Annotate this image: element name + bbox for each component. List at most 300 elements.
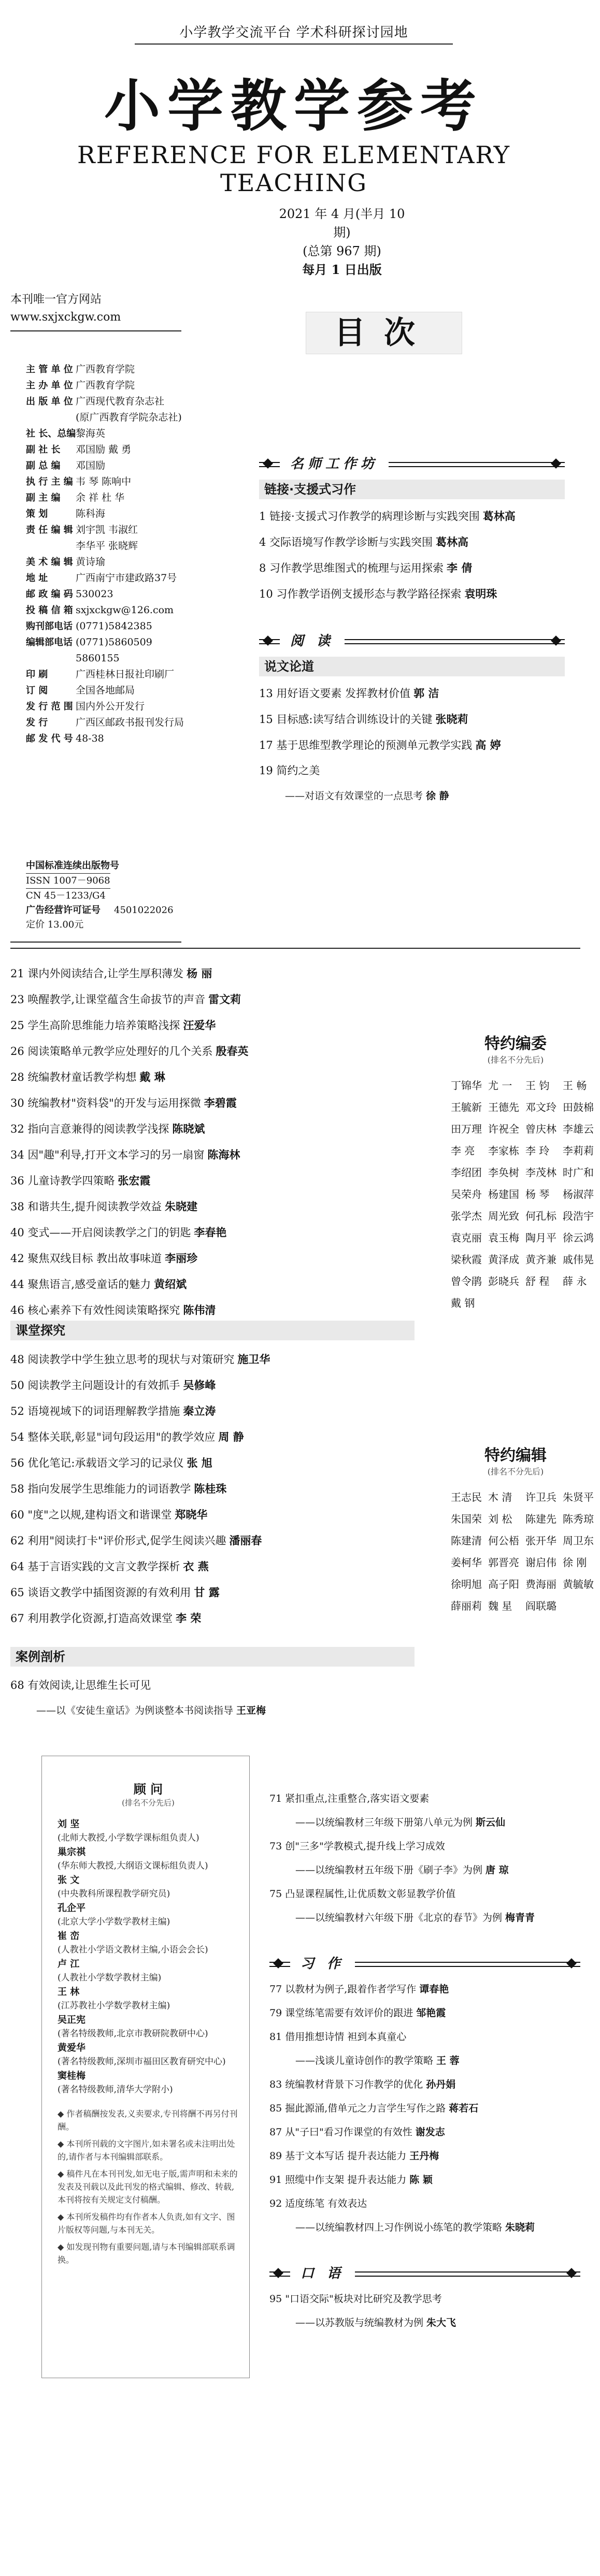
toc-entry-title: 60 "度"之以规,建构语文和谐课堂: [10, 1509, 172, 1521]
toc-entry-author: 李 荣: [176, 1612, 202, 1625]
toc-entry-author: 周 静: [218, 1430, 244, 1443]
info-value: 国内外公开发行: [76, 701, 145, 712]
toc-entry[interactable]: [259, 681, 565, 706]
info-key: 发 行 范 围: [26, 701, 73, 712]
toc-entry-title: 73 创"三多"学教模式,提升线上学习成效: [269, 1841, 445, 1852]
editor-name: 王毓新: [451, 1101, 482, 1113]
editor-name: 徐 刚: [563, 1556, 587, 1569]
issue-line: (总第 967 期): [303, 244, 381, 258]
toc-entry[interactable]: [10, 1476, 415, 1502]
info-key: 美 术 编 辑: [26, 557, 73, 568]
toc-entry[interactable]: [259, 581, 565, 607]
info-value: 广西教育学院: [76, 380, 135, 391]
notice-text: ◆ 作者稿酬按发表,义卖要求,专刊将酬不再另付刊酬。: [58, 2109, 238, 2132]
toc-entry-author: 甘 露: [194, 1586, 220, 1599]
toc-entry-author: 秦立涛: [183, 1405, 216, 1417]
toc-entry[interactable]: [269, 2001, 580, 2025]
toc-entry[interactable]: [269, 2168, 580, 2192]
toc-entry[interactable]: [10, 1116, 415, 1142]
info-key: 编辑部电话: [26, 637, 73, 648]
toc-section: [259, 633, 565, 809]
toc-entry-title: 19 简约之美: [259, 764, 320, 777]
toc-classroom: [10, 1321, 415, 1631]
notice-text: ◆ 本刊所发稿件均有作者本人负责,如有文字、图片版权等问题,与本刊无关。: [58, 2212, 235, 2235]
editor-name: 黄泽成: [488, 1253, 519, 1266]
issn: ISSN 1007－9068: [26, 873, 110, 889]
editor-name: 李茂林: [525, 1166, 556, 1179]
toc-entry-author: 王 蓉: [436, 2055, 460, 2066]
info-row: [26, 474, 187, 490]
info-value: 余 祥 杜 华: [76, 492, 125, 503]
editor-name: 木 清: [488, 1491, 512, 1503]
toc-entry-author: 张 旭: [187, 1456, 212, 1469]
toc-entry[interactable]: [259, 529, 565, 555]
toc-entry[interactable]: [10, 961, 415, 987]
info-key: [26, 410, 76, 426]
editor-name: 袁玉梅: [488, 1232, 519, 1244]
toc-entry-author: 王亚梅: [236, 1705, 266, 1716]
journal-title-en: REFERENCE FOR ELEMENTARY TEACHING: [77, 141, 511, 197]
toc-entry[interactable]: [269, 2287, 580, 2311]
toc-entry-author: 雷文莉: [208, 993, 241, 1006]
toc-entry[interactable]: [10, 1142, 415, 1168]
toc-entry[interactable]: [10, 1271, 415, 1297]
toc-entry-author: 谭春艳: [419, 1984, 449, 1995]
editor-name: 费海丽: [525, 1578, 556, 1590]
info-value: 刘宇凯 韦淑红: [76, 524, 138, 536]
toc-entry-title: 25 学生高阶思维能力培养策略浅探: [10, 1019, 180, 1032]
adviser-title: (人教社小学语文教材主编,小语会会长): [58, 1945, 208, 1955]
toc-entry-author: 蒋若石: [449, 2103, 479, 2114]
editor-name: 杨建国: [488, 1188, 519, 1200]
toc-entry-title: ——以苏教版与统编教材为例: [295, 2317, 424, 2328]
banner-label: 口 语: [290, 2265, 355, 2282]
toc-entry[interactable]: [269, 1977, 580, 2001]
official-site-url[interactable]: www.sxjxckgw.com: [10, 311, 121, 324]
info-value: 陈科海: [76, 508, 106, 519]
toc-entry[interactable]: [269, 2096, 580, 2120]
toc-entry-author: 陈晓斌: [172, 1122, 205, 1135]
adviser-title: (人教社小学数学教材主编): [58, 1973, 162, 1983]
info-row: [26, 361, 187, 378]
toc-entry[interactable]: [10, 1220, 415, 1246]
info-value: 全国各地邮局: [76, 685, 135, 696]
editor-name: 梁秋霞: [451, 1253, 482, 1266]
editor-name: 阎联璐: [525, 1600, 556, 1612]
toc-entry-title: 23 唤醒教学,让课堂蕴含生命拔节的声音: [10, 993, 206, 1006]
toc-entry-author: 朱晓莉: [505, 2222, 535, 2233]
special-editors-2-title: 特约编辑: [484, 1446, 547, 1465]
toc-entry-title: 89 基于文本写话 提升表达能力: [269, 2150, 407, 2162]
special-editors-title: 特约编委: [484, 1035, 547, 1053]
toc-entry-title: 95 "口语交际"板块对比研究及教学思考: [269, 2293, 442, 2305]
info-row: [26, 602, 187, 618]
toc-entry[interactable]: [269, 1811, 580, 1834]
info-value: 48-38: [76, 733, 104, 744]
info-key: 社 长、总编: [26, 428, 76, 439]
toc-entry[interactable]: [10, 1502, 415, 1528]
info-row: [26, 490, 187, 506]
editor-name: 朱贤平: [563, 1491, 594, 1503]
info-value: 广西教育学院: [76, 364, 135, 375]
toc-entry-title: 58 指向发展学生思维能力的词语教学: [10, 1483, 191, 1495]
editor-name: 高子阳: [488, 1578, 519, 1590]
editor-name: 李绍团: [451, 1166, 482, 1179]
info-value: (原广西教育学院杂志社): [76, 412, 182, 423]
info-key: [26, 538, 76, 554]
editor-name: 黄毓敏: [563, 1578, 594, 1590]
toc-entry-title: 77 以教材为例子,跟着作者学写作: [269, 1984, 417, 1995]
toc-entry-title: 71 紧扣重点,注重整合,落实语文要素: [269, 1793, 430, 1804]
editor-name: 李奂树: [488, 1166, 519, 1179]
issue-info: [275, 205, 409, 279]
toc-entry-title: 10 习作教学语例支援形态与教学路径探索: [259, 588, 462, 600]
editor-name: 王 畅: [563, 1079, 587, 1092]
info-value: 黎海英: [76, 428, 106, 439]
toc-entry[interactable]: [269, 2144, 580, 2168]
editor-name: 谢启伟: [525, 1556, 556, 1569]
toc-entry[interactable]: [269, 2049, 580, 2073]
editor-name: 李 亮: [451, 1145, 475, 1157]
info-key: 执 行 主 编: [26, 476, 73, 487]
toc-entry[interactable]: [269, 2025, 580, 2049]
toc-entry-author: 李丽珍: [165, 1252, 198, 1265]
editor-name: 李莉莉: [563, 1145, 594, 1157]
info-value: (0771)5860509 5860155: [76, 636, 152, 664]
toc-entry-author: 高 婷: [475, 739, 501, 751]
toc-entry-title: 42 聚焦双线目标 教出故事味道: [10, 1252, 162, 1265]
toc-entry[interactable]: [259, 706, 565, 732]
toc-entry-title: 40 变式——开启阅读教学之门的钥匙: [10, 1226, 191, 1239]
toc-entry-title: 4 交际语境写作教学诊断与实践突围: [259, 536, 433, 548]
price: 定价 13.00元: [26, 919, 84, 930]
editor-name: 陈秀琼: [563, 1513, 594, 1525]
toc-section: [269, 1787, 580, 1930]
ad-license-label: 广告经营许可证号: [26, 905, 101, 916]
toc-entry-author: 孙丹娟: [426, 2079, 456, 2090]
adviser-name: 黄爱华: [58, 2043, 85, 2053]
toc-entry[interactable]: [269, 2192, 580, 2216]
toc-list: [269, 2287, 580, 2335]
toc-entry-title: 52 语境视域下的词语理解教学措施: [10, 1405, 180, 1417]
editor-name: 王志民: [451, 1491, 482, 1503]
toc-section: [259, 456, 565, 607]
toc-entry-author: 陈伟清: [183, 1304, 216, 1316]
issue-line: 每月 1 日出版: [302, 262, 382, 277]
info-row: [26, 667, 187, 683]
advisers-note: (排名不分先后): [122, 1798, 175, 1807]
editor-name: 姜柯华: [451, 1556, 482, 1569]
editor-name: 陈建先: [525, 1513, 556, 1525]
info-row: [26, 586, 187, 602]
section-divider: [10, 948, 580, 949]
toc-entry[interactable]: [10, 1038, 415, 1064]
issue-line: 2021 年 4 月(半月 10 期): [279, 207, 405, 240]
info-row: [26, 506, 187, 522]
editor-name: 许卫兵: [525, 1491, 556, 1503]
toc-entry[interactable]: [259, 503, 565, 529]
toc-heading: 目次: [306, 312, 462, 354]
toc-entry[interactable]: [10, 1673, 415, 1698]
toc-entry-title: 68 有效阅读,让思维生长可见: [10, 1679, 151, 1691]
toc-entry[interactable]: [10, 1246, 415, 1271]
info-value: 邓国励: [76, 460, 106, 471]
editor-name: 彭晓兵: [488, 1275, 519, 1287]
cn-number: CN 45－1233/G4: [26, 890, 106, 901]
toc-entry[interactable]: [10, 1012, 415, 1038]
info-key: 副 社 长: [26, 444, 61, 455]
toc-entry-title: 17 基于思维型教学理论的预测单元教学实践: [259, 739, 473, 751]
toc-entry[interactable]: [269, 1834, 580, 1858]
toc-entry[interactable]: [10, 1064, 415, 1090]
section-banner: [269, 1956, 580, 1972]
editor-name: 王 钧: [525, 1079, 550, 1092]
toc-entry-author: 陈桂珠: [194, 1482, 227, 1495]
toc-entry-author: 衣 燕: [183, 1560, 209, 1573]
toc-entry[interactable]: [10, 1605, 415, 1631]
toc-entry-title: 36 儿童诗教学四策略: [10, 1175, 115, 1187]
toc-entry[interactable]: [10, 1554, 415, 1580]
toc-entry[interactable]: [10, 987, 415, 1012]
info-key: 邮 政 编 码: [26, 589, 73, 600]
info-top-rule: [10, 330, 181, 331]
editor-name: 吴荣舟: [451, 1188, 482, 1200]
masthead-tagline: 小学教学交流平台 学术科研探讨园地: [179, 25, 408, 40]
info-key: 购刊部电话: [26, 621, 73, 632]
info-bottom-rule: [10, 942, 181, 943]
journal-title-cn: 小学教学参考: [104, 74, 483, 139]
toc-entry-author: 王丹梅: [409, 2150, 439, 2162]
toc-entry-title: 32 指向言意兼得的阅读教学浅探: [10, 1123, 169, 1135]
toc-entry-title: 8 习作教学思维图式的梳理与运用探索: [259, 562, 444, 574]
info-key: 主 办 单 位: [26, 380, 73, 391]
toc-entry-title: 30 统编教材"资料袋"的开发与运用探微: [10, 1097, 201, 1109]
adviser-name: 巢宗祺: [58, 1847, 85, 1858]
toc-entry-author: 殷春英: [216, 1045, 249, 1058]
editor-name: 田鼓棉: [563, 1101, 594, 1113]
toc-entry-author: 李春艳: [194, 1226, 227, 1239]
toc-entry-author: 郑晓华: [175, 1508, 208, 1521]
editor-name: 郭晋亮: [488, 1556, 519, 1569]
adviser-name: 吴正宪: [58, 2015, 85, 2025]
official-site: [10, 291, 121, 326]
toc-entry[interactable]: [269, 2120, 580, 2144]
adviser-title: (北京大学小学数学教材主编): [58, 1917, 170, 1927]
info-key: 投 稿 信 箱: [26, 605, 73, 616]
banner-label: 习 作: [290, 1956, 355, 1972]
toc-entry-title: 28 统编教材童话教学构想: [10, 1071, 137, 1083]
toc-entry-title: 54 整体关联,彰显"词句段运用"的教学效应: [10, 1431, 216, 1443]
toc-entry[interactable]: [269, 2311, 580, 2335]
info-row: [26, 394, 187, 410]
toc-entry-title: ——以《安徒生童话》为例谈整本书阅读指导: [36, 1705, 234, 1716]
toc-entry-title: 13 用好语文要素 发挥教材价值: [259, 687, 411, 700]
section-subhead: 链接·支援式习作: [259, 480, 565, 499]
editor-name: 薛丽莉: [451, 1600, 482, 1612]
editor-name: 段浩宇: [563, 1210, 594, 1222]
editor-name: 薛 永: [563, 1275, 587, 1287]
editor-name: 田万理: [451, 1123, 482, 1135]
adviser-title: (著名特级教师,清华大学附小): [58, 2085, 173, 2095]
toc-entry[interactable]: [269, 1858, 580, 1882]
editor-name: 周卫东: [563, 1535, 594, 1547]
banner-label: 阅 读: [280, 633, 345, 649]
info-value: 广西区邮政书报刊发行局: [76, 717, 184, 728]
section-banner: [269, 2265, 580, 2282]
toc-entry[interactable]: [10, 1090, 415, 1116]
toc-entry[interactable]: [259, 784, 565, 809]
toc-entry-title: 91 照缆中作支架 提升表达能力: [269, 2174, 407, 2186]
info-key: 出 版 单 位: [26, 396, 73, 407]
toc-entry-author: 潘丽春: [229, 1534, 262, 1547]
adviser-name: 孔企平: [58, 1903, 85, 1914]
toc-entry-title: 64 基于言语实践的文言文教学探析: [10, 1560, 180, 1573]
info-row: [26, 442, 187, 458]
toc-entry[interactable]: [269, 1787, 580, 1811]
toc-entry-author: 徐 静: [426, 790, 449, 802]
toc-entry-title: 34 因"趣"利导,打开文本学习的另一扇窗: [10, 1149, 205, 1161]
toc-entry-author: 斯云仙: [476, 1817, 506, 1828]
info-value: 李华平 张晓辉: [76, 540, 138, 552]
info-row: [26, 683, 187, 699]
toc-section: [269, 2265, 580, 2335]
adviser-title: (华东师大教授,大纲语文课标组负责人): [58, 1861, 208, 1871]
advisers-box: [41, 1756, 250, 2378]
toc-entry[interactable]: [269, 1906, 580, 1930]
info-key: 地 址: [26, 573, 48, 584]
toc-entry-author: 葛林高: [482, 510, 516, 523]
toc-entry[interactable]: [10, 1297, 415, 1323]
toc-entry-title: 50 阅读教学主问题设计的有效抓手: [10, 1379, 180, 1392]
info-row: [26, 699, 187, 715]
info-key: 副 主 编: [26, 493, 61, 503]
editor-name: 陈建清: [451, 1535, 482, 1547]
adviser-name: 崔 峦: [58, 1931, 80, 1942]
toc-entry-author: 汪爱华: [183, 1019, 216, 1032]
toc-entry-title: ——浅谈儿童诗创作的教学策略: [295, 2055, 434, 2066]
toc-entry-title: 85 掘此源涌,借单元之力言学生写作之路: [269, 2103, 446, 2114]
toc-entry-title: ——以统编教材六年级下册《北京的春节》为例: [295, 1912, 503, 1923]
toc-list: [269, 1977, 580, 2239]
toc-entry[interactable]: [10, 1398, 415, 1424]
issn-label: 中国标准连续出版物号: [26, 860, 119, 871]
adviser-name: 张 文: [58, 1875, 80, 1886]
info-row: [26, 458, 187, 474]
toc-entry[interactable]: [259, 732, 565, 758]
adviser-name: 窦桂梅: [58, 2071, 85, 2081]
toc-entry[interactable]: [10, 1698, 415, 1724]
editor-name: 张学杰: [451, 1210, 482, 1222]
special-editors-2: [451, 1442, 594, 1616]
toc-entry-title: ——以统编教材四上习作例说小练笔的教学策略: [295, 2222, 503, 2233]
toc-entry[interactable]: [269, 1882, 580, 1906]
info-row: [26, 634, 187, 667]
toc-entry-author: 黄绍斌: [154, 1278, 187, 1291]
editor-name: 邓文玲: [525, 1101, 556, 1113]
info-row: [26, 538, 187, 554]
editor-name: 李 玲: [525, 1145, 550, 1157]
section-subhead: 课堂探究: [10, 1321, 415, 1340]
toc-case: [10, 1647, 415, 1724]
toc-list: [259, 503, 565, 607]
editor-name: 黄齐兼: [525, 1253, 556, 1266]
editor-name: 尤 一: [488, 1079, 512, 1092]
toc-entry-title: 44 聚焦语言,感受童话的魅力: [10, 1278, 151, 1291]
editor-name: 刘 松: [488, 1513, 512, 1525]
info-row: [26, 410, 187, 426]
info-key: 策 划: [26, 509, 48, 519]
info-row: [26, 731, 187, 747]
section-subhead: 说文论道: [259, 657, 565, 676]
toc-entry[interactable]: [269, 2216, 580, 2239]
toc-entry-title: 15 目标感:读写结合训练设计的关键: [259, 713, 433, 726]
info-value: (0771)5842385: [76, 620, 152, 632]
info-value: 530023: [76, 588, 113, 600]
toc-entry-title: 62 利用"阅读打卡"评价形式,促学生阅读兴趣: [10, 1535, 226, 1547]
info-row: [26, 618, 187, 634]
adviser-title: (中央教科所课程教学研究员): [58, 1889, 170, 1899]
adviser-title: (北师大教授,小学数学课标组负责人): [58, 1833, 199, 1843]
editor-name: 李家栋: [488, 1145, 519, 1157]
toc-right-bottom: [269, 1782, 580, 2361]
editor-name: 魏 星: [488, 1600, 512, 1612]
toc-entry[interactable]: [10, 1168, 415, 1194]
toc-entry-author: 梅青青: [505, 1912, 535, 1923]
special-editors-2-note: (排名不分先后): [487, 1467, 544, 1477]
toc-entry-title: 67 利用教学化资源,打造高效课堂: [10, 1612, 173, 1625]
toc-entry[interactable]: [10, 1372, 415, 1398]
toc-entry-title: ——对语文有效课堂的一点思考: [285, 790, 423, 802]
toc-entry[interactable]: [10, 1424, 415, 1450]
toc-entry-title: 21 课内外阅读结合,让学生厚积薄发: [10, 967, 184, 980]
editor-name: 王德先: [488, 1101, 519, 1113]
toc-entry[interactable]: [259, 555, 565, 581]
info-value: 广西桂林日报社印刷厂: [76, 669, 175, 680]
toc-entry[interactable]: [259, 758, 565, 784]
editor-name: 戚伟晃: [563, 1253, 594, 1266]
editor-name: 曾庆林: [525, 1123, 556, 1135]
toc-entry-author: 李碧霞: [204, 1096, 237, 1109]
info-row: [26, 554, 187, 570]
toc-entry[interactable]: [10, 1580, 415, 1605]
toc-entry[interactable]: [10, 1450, 415, 1476]
toc-entry-author: 袁明珠: [464, 587, 497, 600]
toc-entry-author: 郭 洁: [413, 687, 439, 700]
advisers-title: 顾 问: [133, 1782, 163, 1797]
toc-entry[interactable]: [10, 1528, 415, 1554]
toc-entry[interactable]: [10, 1194, 415, 1220]
toc-entry[interactable]: [269, 2073, 580, 2096]
toc-entry[interactable]: [10, 1347, 415, 1372]
editor-name: 何公梧: [488, 1535, 519, 1547]
editor-name: 何孔标: [525, 1210, 556, 1222]
editor-name: 杨 琴: [525, 1188, 550, 1200]
editor-name: 曾令鹃: [451, 1275, 482, 1287]
editor-name: 张开华: [525, 1535, 556, 1547]
editor-name: 徐明旭: [451, 1578, 482, 1590]
notice-text: ◆ 如发现刊物有重要问题,请与本刊编辑部联系调换。: [58, 2242, 235, 2265]
toc-list: [269, 1787, 580, 1930]
notice-text: ◆ 本刊所刊载的文字图片,如未署名或未注明出处的,请作者与本刊编辑部联系。: [58, 2139, 235, 2162]
toc-entry-title: 46 核心素养下有效性阅读策略探究: [10, 1304, 180, 1316]
info-value: sxjxckgw@126.com: [76, 604, 174, 616]
toc-section: [269, 1956, 580, 2239]
info-value: 邓国励 戴 勇: [76, 444, 132, 455]
publication-codes: [26, 859, 187, 932]
toc-entry-title: 38 和谐共生,提升阅读教学效益: [10, 1200, 162, 1213]
editor-name: 许祝全: [488, 1123, 519, 1135]
editor-name: 李雄云: [563, 1123, 594, 1135]
